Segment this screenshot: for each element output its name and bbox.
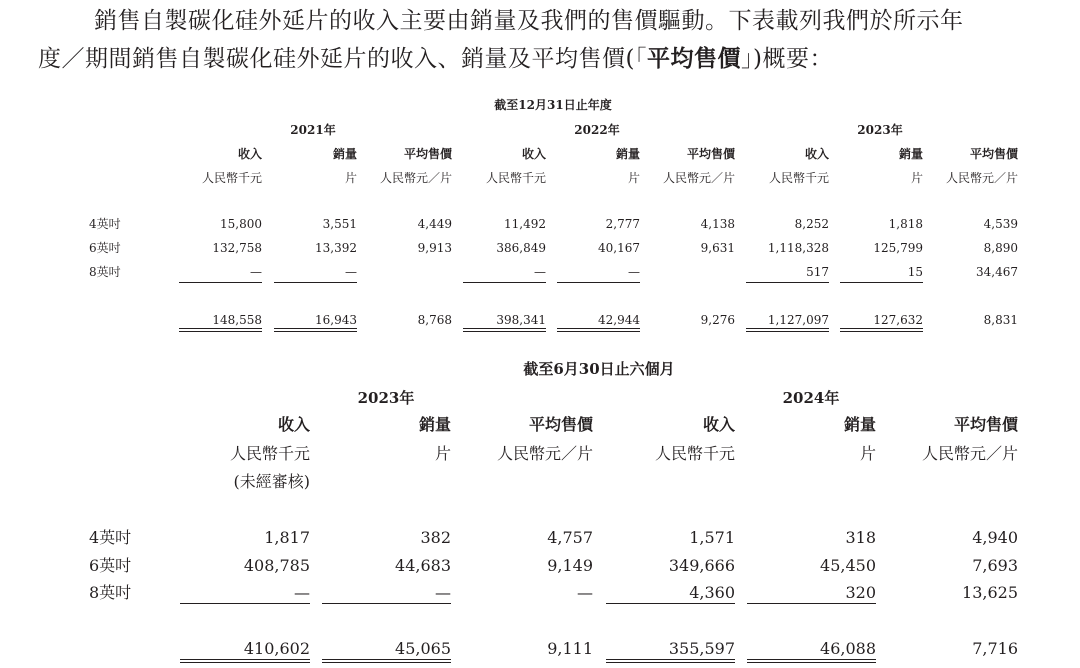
intro-line-1: 銷售自製碳化硅外延片的收入主要由銷量及我們的售價驅動。下表載列我們於所示年 — [94, 8, 964, 34]
annual-unit-volume-2021: 片 — [344, 171, 357, 185]
annual-unit-asp-2021: 人民幣元／片 — [379, 171, 452, 185]
total-double-rule — [180, 659, 310, 663]
annual-header-asp-2022: 平均售價 — [686, 147, 735, 161]
total-cell: 355,597 — [668, 639, 735, 658]
table-cell: — — [250, 265, 262, 279]
table-cell: 4,138 — [700, 217, 735, 231]
annual-header-asp-2023: 平均售價 — [969, 147, 1018, 161]
interim-unit-revenue-2024: 人民幣千元 — [654, 444, 735, 463]
intro-line-2-end: 」)概要： — [740, 46, 833, 72]
table-cell: 44,683 — [395, 556, 451, 575]
interim-header-asp-2023: 平均售價 — [528, 415, 593, 434]
annual-year-2022: 2022年 — [574, 123, 620, 137]
annual-header-revenue-2023: 收入 — [804, 147, 829, 161]
table-cell: 8,252 — [794, 217, 829, 231]
table-cell: 11,492 — [504, 217, 546, 231]
table-cell: 4,757 — [547, 528, 593, 547]
annual-year-2023: 2023年 — [857, 123, 903, 137]
annual-unit-revenue-2023: 人民幣千元 — [768, 171, 829, 185]
total-double-rule — [179, 328, 262, 332]
intro-line-2 — [38, 40, 1048, 78]
subtotal-rule — [746, 282, 829, 283]
table-cell: — — [345, 265, 357, 279]
table-cell: 13,392 — [315, 241, 357, 255]
table-cell: 4,360 — [689, 583, 735, 602]
table-cell: — — [577, 583, 593, 602]
table-cell: — — [435, 583, 451, 602]
interim-unit-asp-2023: 人民幣元／片 — [496, 444, 593, 463]
interim-unit-volume-2024: 片 — [859, 444, 876, 463]
table-cell: 1,817 — [264, 528, 310, 547]
total-double-rule — [557, 328, 640, 332]
row-label: 6英吋 — [89, 556, 132, 575]
subtotal-rule — [606, 603, 735, 604]
table-cell: 15 — [907, 265, 923, 279]
table-cell: 132,758 — [212, 241, 262, 255]
table-cell: — — [294, 583, 310, 602]
annual-header-volume-2022: 銷量 — [615, 147, 640, 161]
annual-year-2021: 2021年 — [290, 123, 336, 137]
subtotal-rule — [557, 282, 640, 283]
row-label: 4英吋 — [89, 217, 121, 231]
annual-period-header: 截至12月31日止年度 — [494, 98, 612, 112]
total-cell: 8,831 — [983, 313, 1018, 327]
table-cell: 4,449 — [417, 217, 452, 231]
table-cell: 9,913 — [417, 241, 452, 255]
intro-paragraph — [38, 2, 1048, 78]
total-double-rule — [840, 328, 923, 332]
table-cell: 125,799 — [873, 241, 923, 255]
annual-unit-volume-2023: 片 — [910, 171, 923, 185]
table-cell: 517 — [806, 265, 829, 279]
annual-header-volume-2023: 銷量 — [898, 147, 923, 161]
table-cell: 1,118,328 — [767, 241, 829, 255]
table-cell: 34,467 — [976, 265, 1018, 279]
table-cell: 408,785 — [243, 556, 310, 575]
table-cell: 386,849 — [496, 241, 546, 255]
subtotal-rule — [463, 282, 546, 283]
interim-header-asp-2024: 平均售價 — [953, 415, 1018, 434]
annual-header-asp-2021: 平均售價 — [403, 147, 452, 161]
total-cell: 16,943 — [315, 313, 357, 327]
table-cell: 349,666 — [668, 556, 735, 575]
annual-header-revenue-2022: 收入 — [521, 147, 546, 161]
total-cell: 7,716 — [972, 639, 1018, 658]
subtotal-rule — [180, 603, 310, 604]
interim-header-revenue-2024: 收入 — [702, 415, 735, 434]
total-cell: 1,127,097 — [767, 313, 829, 327]
total-double-rule — [746, 328, 829, 332]
subtotal-rule — [840, 282, 923, 283]
annual-unit-revenue-2022: 人民幣千元 — [485, 171, 546, 185]
table-cell: 15,800 — [220, 217, 262, 231]
table-cell: 3,551 — [322, 217, 357, 231]
subtotal-rule — [747, 603, 876, 604]
table-cell: 7,693 — [972, 556, 1018, 575]
table-cell: — — [628, 265, 640, 279]
row-label: 8英吋 — [89, 265, 121, 279]
table-cell: 320 — [845, 583, 876, 602]
table-cell: 13,625 — [962, 583, 1018, 602]
subtotal-rule — [274, 282, 357, 283]
interim-unit-volume-2023: 片 — [434, 444, 451, 463]
total-cell: 410,602 — [243, 639, 310, 658]
table-cell: 4,539 — [983, 217, 1018, 231]
interim-header-volume-2024: 銷量 — [843, 415, 876, 434]
row-label: 6英吋 — [89, 241, 121, 255]
subtotal-rule — [322, 603, 451, 604]
table-cell: 2,777 — [605, 217, 640, 231]
total-cell: 127,632 — [873, 313, 923, 327]
total-cell: 9,276 — [700, 313, 735, 327]
table-cell: 8,890 — [983, 241, 1018, 255]
table-cell: 45,450 — [820, 556, 876, 575]
interim-unit-revenue-2023: 人民幣千元 — [229, 444, 310, 463]
annual-unit-revenue-2021: 人民幣千元 — [201, 171, 262, 185]
interim-header-revenue-2023: 收入 — [277, 415, 310, 434]
total-cell: 46,088 — [820, 639, 876, 658]
annual-unit-asp-2023: 人民幣元／片 — [945, 171, 1018, 185]
total-double-rule — [322, 659, 451, 663]
total-cell: 148,558 — [212, 313, 262, 327]
interim-year-2024: 2024年 — [782, 389, 840, 407]
total-cell: 45,065 — [395, 639, 451, 658]
subtotal-rule — [179, 282, 262, 283]
table-cell: 1,571 — [689, 528, 735, 547]
unaudited-note: (未經審核) — [233, 472, 310, 491]
annual-unit-volume-2022: 片 — [627, 171, 640, 185]
total-double-rule — [463, 328, 546, 332]
interim-unit-asp-2024: 人民幣元／片 — [921, 444, 1018, 463]
table-cell: 382 — [420, 528, 451, 547]
table-cell: 1,818 — [888, 217, 923, 231]
total-double-rule — [606, 659, 735, 663]
total-cell: 8,768 — [417, 313, 452, 327]
total-cell: 9,111 — [547, 639, 593, 658]
annual-unit-asp-2022: 人民幣元／片 — [662, 171, 735, 185]
table-cell: 9,631 — [700, 241, 735, 255]
total-double-rule — [274, 328, 357, 332]
table-cell: 9,149 — [547, 556, 593, 575]
intro-defined-term: 平均售價 — [646, 45, 741, 72]
annual-header-volume-2021: 銷量 — [332, 147, 357, 161]
interim-header-volume-2023: 銷量 — [418, 415, 451, 434]
row-label: 8英吋 — [89, 583, 132, 602]
interim-period-header: 截至6月30日止六個月 — [523, 360, 675, 378]
annual-header-revenue-2021: 收入 — [237, 147, 262, 161]
interim-year-2023: 2023年 — [357, 389, 415, 407]
table-cell: 40,167 — [598, 241, 640, 255]
total-cell: 42,944 — [598, 313, 640, 327]
table-cell: — — [534, 265, 546, 279]
total-cell: 398,341 — [496, 313, 546, 327]
table-cell: 4,940 — [972, 528, 1018, 547]
total-double-rule — [747, 659, 876, 663]
intro-line-2-start: 度／期間銷售自製碳化硅外延片的收入、銷量及平均售價(「 — [38, 46, 647, 72]
table-cell: 318 — [845, 528, 876, 547]
row-label: 4英吋 — [89, 528, 132, 547]
